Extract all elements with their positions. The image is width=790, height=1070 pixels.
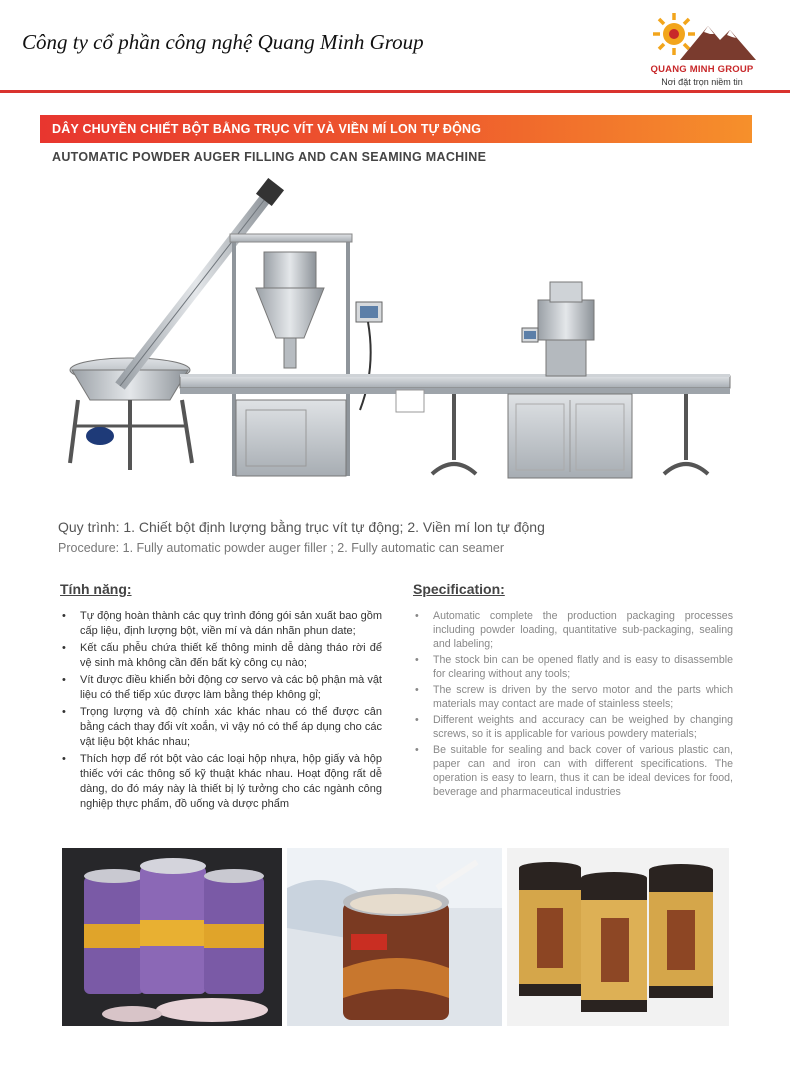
list-item: • Trọng lượng và độ chính xác khác nhau có thể được cân bằng cách thay đổi vít xoắn, vì vậy nó có thể áp dụng cho các vật liệu bột khác nhau; xyxy=(60,705,382,750)
header-divider xyxy=(0,90,790,93)
grain-cans-image xyxy=(507,848,729,1026)
company-logo xyxy=(646,8,758,90)
logo-mark-icon xyxy=(646,8,758,64)
features-heading-en: Specification: xyxy=(413,581,505,597)
title-banner xyxy=(40,115,752,143)
list-item: • Be suitable for sealing and back cover of various plastic can, paper can and iron can with different specifications. The operation is easy to learn, thus it can be ideal devices for food, beverage and pharmaceutical industries xyxy=(413,743,733,799)
tin-can-image xyxy=(287,848,502,1026)
list-item: • Automatic complete the production packaging processes including powder loading, quantitative sub-packaging, sealing and labeling; xyxy=(413,609,733,651)
procedure-vietnamese: Quy trình: 1. Chiết bột định lượng bằng trục vít tự động; 2. Viền mí lon tự động xyxy=(58,519,545,535)
product-photo-grain-cans xyxy=(507,848,729,1026)
logo-slogan: Nơi đặt trọn niềm tin xyxy=(661,77,743,87)
features-vietnamese xyxy=(60,581,382,814)
title-english: AUTOMATIC POWDER AUGER FILLING AND CAN SEAMING MACHINE xyxy=(52,150,487,164)
list-item: • The screw is driven by the servo motor and the parts which materials may contact are made of stainless steels; xyxy=(413,683,733,711)
list-item: • Different weights and accuracy can be weighed by changing screws, so it is applicable for various powdery materials; xyxy=(413,713,733,741)
features-heading-vn: Tính năng: xyxy=(60,581,132,597)
features-list-vn xyxy=(60,609,382,812)
machine-illustration xyxy=(60,178,740,508)
company-name: Công ty cổ phần công nghệ Quang Minh Group xyxy=(22,30,424,54)
filling-line-image xyxy=(60,178,740,508)
product-photo-purple-cans xyxy=(62,848,282,1026)
title-vietnamese: DÂY CHUYỀN CHIẾT BỘT BẰNG TRỤC VÍT VÀ VIỀN MÍ LON TỰ ĐỘNG xyxy=(52,122,482,136)
procedure-english: Procedure: 1. Fully automatic powder auger filler ; 2. Fully automatic can seamer xyxy=(58,541,505,555)
list-item: • Tự động hoàn thành các quy trình đóng gói sản xuất bao gồm cấp liệu, định lượng bột, viền mí và dán nhãn phun date; xyxy=(60,609,382,639)
purple-cans-image xyxy=(62,848,282,1026)
list-item: • Vít được điều khiển bởi động cơ servo và các bộ phận mà vật liệu có thể tiếp xúc được làm bằng thép không gỉ; xyxy=(60,673,382,703)
features-list-en xyxy=(413,609,733,799)
list-item: • Kết cấu phễu chứa thiết kế thông minh dễ dàng tháo rời để vệ sinh mà không cần đến bất kỳ công cụ nào; xyxy=(60,641,382,671)
product-photo-tin-can xyxy=(287,848,502,1026)
list-item: • Thích hợp để rót bột vào các loại hộp nhựa, hộp giấy và hộp thiếc với các thông số kỹ thuật khác nhau. Hoạt động rất dễ dàng, do đó máy này là thiết bị lý tưởng cho các ngành công nghiệp thực phẩm, đồ uống và dược phẩm xyxy=(60,752,382,812)
logo-name: QUANG MINH GROUP xyxy=(650,64,754,75)
list-item: • The stock bin can be opened flatly and is easy to disassemble for clearing without any tools; xyxy=(413,653,733,681)
features-english xyxy=(413,581,733,801)
